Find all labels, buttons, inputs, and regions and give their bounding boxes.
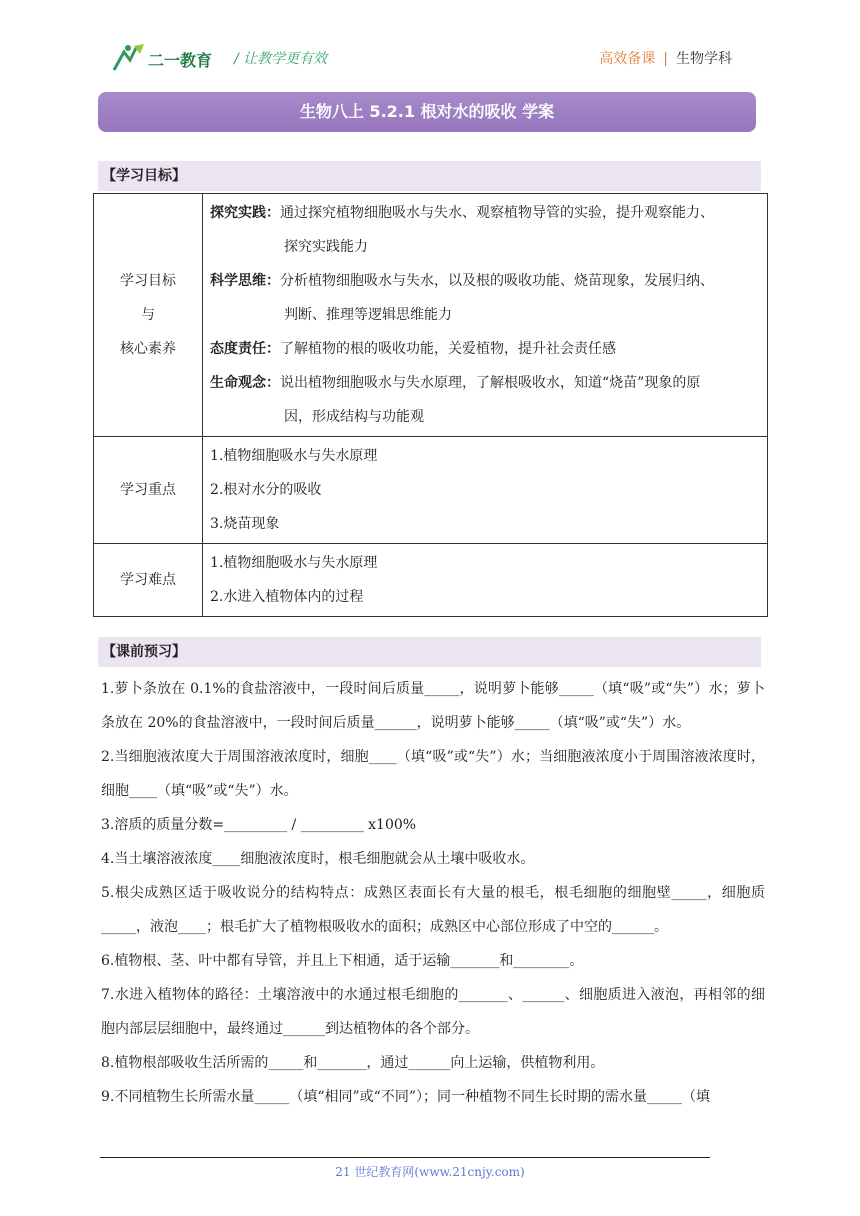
goal-item xyxy=(210,196,759,230)
footer-text[interactable]: 21 世纪教育网(www.21cnjy.com) xyxy=(335,1165,525,1179)
preview-item: 9.不同植物生长所需水量_____（填“相同”或“不同”）；同一种植物不同生长时期的需水量_____（填 xyxy=(101,1089,710,1105)
page-title: 生物八上 5.2.1 根对水的吸收 学案 xyxy=(98,92,756,132)
preview-item: 1.萝卜条放在 0.1%的食盐溶液中，一段时间后质量_____，说明萝卜能够_____（填“吸”或“失”）水；萝卜条放在 20%的食盐溶液中，一段时间后质量______，说明萝卜能够_____（填“吸”或“失”）水。 xyxy=(101,681,765,731)
goal-text-cont: 判断、推理等逻辑思维能力 xyxy=(284,307,452,323)
goal-text: 通过探究植物细胞吸水与失水、观察植物导管的实验，提升观察能力、 xyxy=(280,205,714,221)
preview-item: 4.当土壤溶液浓度____细胞液浓度时，根毛细胞就会从土壤中吸收水。 xyxy=(101,851,535,867)
footer-divider xyxy=(100,1157,710,1158)
key-points-cell xyxy=(203,437,768,544)
preview-item: 5.根尖成熟区适于吸收说分的结构特点：成熟区表面长有大量的根毛，根毛细胞的细胞壁_____，细胞质_____，液泡____；根毛扩大了植物根吸收水的面积；成熟区中心部位形成了中空的______。 xyxy=(101,885,765,935)
goals-table xyxy=(93,193,768,617)
goal-key: 态度责任： xyxy=(210,341,280,357)
key-points-label: 学习重点 xyxy=(94,437,203,544)
preview-item: 2.当细胞液浓度大于周围溶液浓度时，细胞____（填“吸”或“失”）水；当细胞液浓度小于周围溶液浓度时，细胞____（填“吸”或“失”）水。 xyxy=(101,749,765,799)
goal-key: 探究实践： xyxy=(210,205,280,221)
goals-label-line: 学习目标 xyxy=(120,273,176,289)
page-header xyxy=(110,38,750,78)
goal-text: 说出植物细胞吸水与失水原理，了解根吸收水，知道“烧苗”现象的原 xyxy=(280,375,701,391)
header-label-prep: 高效备课 xyxy=(599,51,656,67)
preview-item: 7.水进入植物体的路径：土壤溶液中的水通过根毛细胞的_______、______、细胞质进入液泡，再相邻的细胞内部层层细胞中，最终通过______到达植物体的各个部分。 xyxy=(101,987,765,1037)
goal-text-cont: 探究实践能力 xyxy=(284,239,368,255)
section-heading-goals: 【学习目标】 xyxy=(98,161,761,191)
key-point-item: 2.根对水分的吸收 xyxy=(210,482,322,498)
goal-text: 了解植物的根的吸收功能，关爱植物，提升社会责任感 xyxy=(280,341,616,357)
section-heading-preview: 【课前预习】 xyxy=(98,637,761,667)
logo-text: 二一教育 xyxy=(148,51,213,70)
goal-text-cont: 因，形成结构与功能观 xyxy=(284,409,424,425)
goals-label-line: 与 xyxy=(141,307,155,323)
goals-label-line: 核心素养 xyxy=(120,341,176,357)
table-row xyxy=(94,544,768,617)
goals-content-cell xyxy=(203,194,768,437)
goal-key: 科学思维： xyxy=(210,273,280,289)
preview-item: 3.溶质的质量分数=_________ / _________ x100% xyxy=(101,817,417,833)
table-row xyxy=(94,437,768,544)
preview-item: 6.植物根、茎、叶中都有导管，并且上下相通，适于运输_______和________。 xyxy=(101,953,584,969)
goals-label-cell xyxy=(94,194,203,437)
header-label-subject: 生物学科 xyxy=(676,51,732,67)
header-right xyxy=(599,48,732,68)
header-separator: | xyxy=(663,51,668,67)
difficulties-label: 学习难点 xyxy=(94,544,203,617)
goal-item xyxy=(210,332,759,366)
preview-item: 8.植物根部吸收生活所需的_____和_______，通过______向上运输，供植物利用。 xyxy=(101,1055,605,1071)
logo xyxy=(110,42,230,76)
table-row xyxy=(94,194,768,437)
key-point-item: 1.植物细胞吸水与失水原理 xyxy=(210,448,378,464)
preview-list xyxy=(101,672,765,1114)
difficulties-cell xyxy=(203,544,768,617)
difficulty-item: 1.植物细胞吸水与失水原理 xyxy=(210,555,378,571)
key-point-item: 3.烧苗现象 xyxy=(210,516,280,532)
goal-item xyxy=(210,264,759,298)
slogan: / 让教学更有效 xyxy=(234,51,328,67)
goal-item xyxy=(210,366,759,400)
goal-key: 生命观念： xyxy=(210,375,280,391)
difficulty-item: 2.水进入植物体内的过程 xyxy=(210,589,364,605)
goal-text: 分析植物细胞吸水与失水，以及根的吸收功能、烧苗现象，发展归纳、 xyxy=(280,273,714,289)
